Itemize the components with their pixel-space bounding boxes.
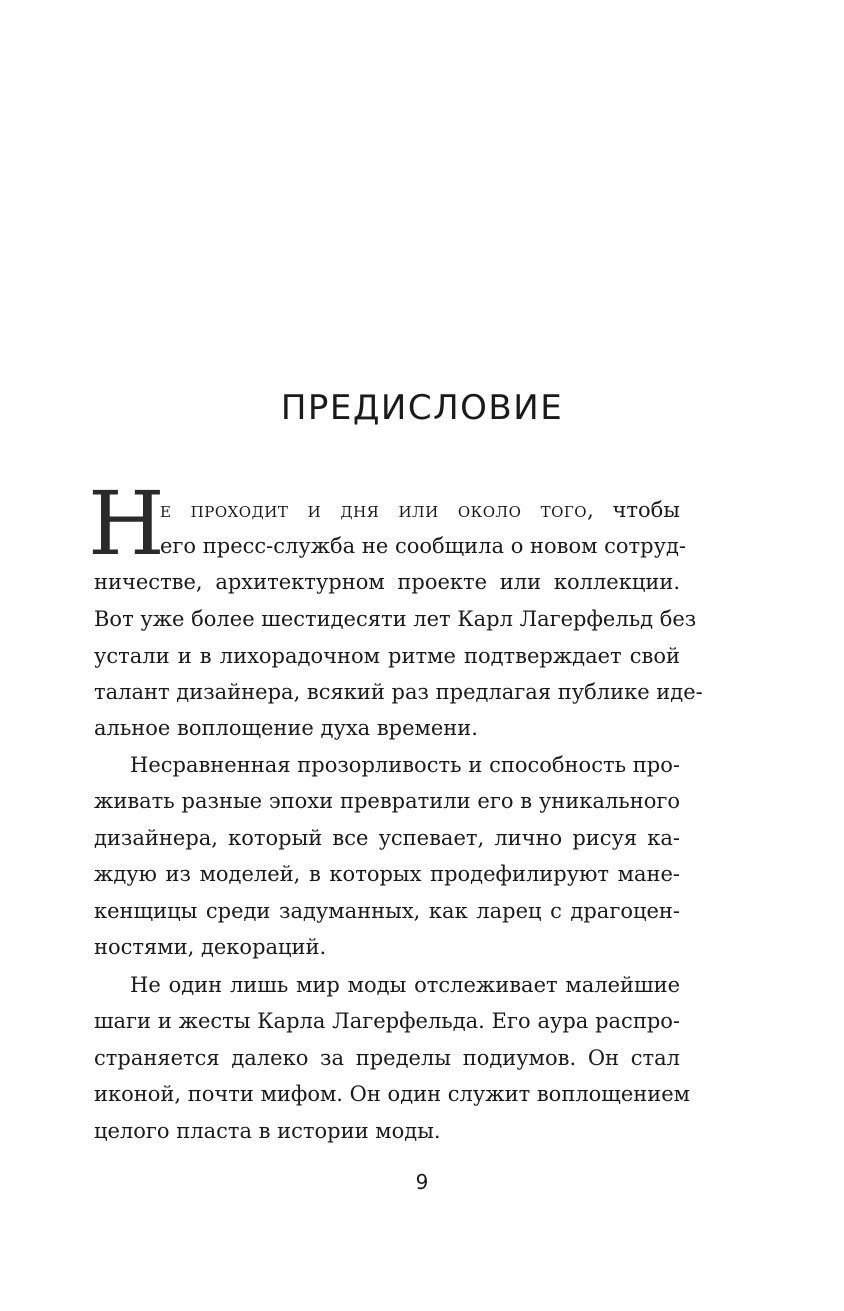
body-line: ничестве, архитектурном проекте или коллекции. [94, 570, 680, 594]
first-line-smallcaps: е проходит и дня или около того [160, 498, 588, 522]
body-line: целого пласта в истории моды. [94, 1119, 441, 1143]
body-line: его пресс-служба не сообщила о новом сотруд- [160, 534, 686, 558]
first-line-rest: , чтобы [587, 498, 680, 522]
body-line: ждую из моделей, в которых продефилируют мане- [94, 862, 680, 886]
body-line: устали и в лихорадочном ритме подтверждает свой [94, 644, 680, 668]
body-line: Вот уже более шестидесяти лет Карл Лагерфельд без [94, 607, 697, 631]
page-number: 9 [415, 1170, 429, 1194]
body-line: альное воплощение духа времени. [94, 716, 478, 740]
body-line: ностями, декораций. [94, 935, 327, 959]
body-line: живать разные эпохи превратили его в уникального [94, 789, 680, 813]
body-line: кенщицы среди задуманных, как ларец с драгоцен- [94, 899, 680, 923]
body-line: дизайнера, который все успевает, лично рисуя ка- [94, 826, 680, 850]
body-line: Несравненная прозорливость и способность про- [130, 753, 680, 777]
body-line: страняется далеко за пределы подиумов. Он стал [94, 1046, 680, 1070]
page-title: ПРЕДИСЛОВИЕ [280, 388, 564, 428]
body-line: талант дизайнера, всякий раз предлагая публике иде- [94, 680, 703, 704]
body-line: Не один лишь мир моды отслеживает малейшие [130, 973, 680, 997]
body-line [160, 496, 680, 524]
body-line: иконой, почти мифом. Он один служит воплощением [94, 1082, 691, 1106]
drop-cap: Н [88, 472, 165, 575]
body-line: шаги и жесты Карла Лагерфельда. Его аура распро- [94, 1009, 680, 1033]
